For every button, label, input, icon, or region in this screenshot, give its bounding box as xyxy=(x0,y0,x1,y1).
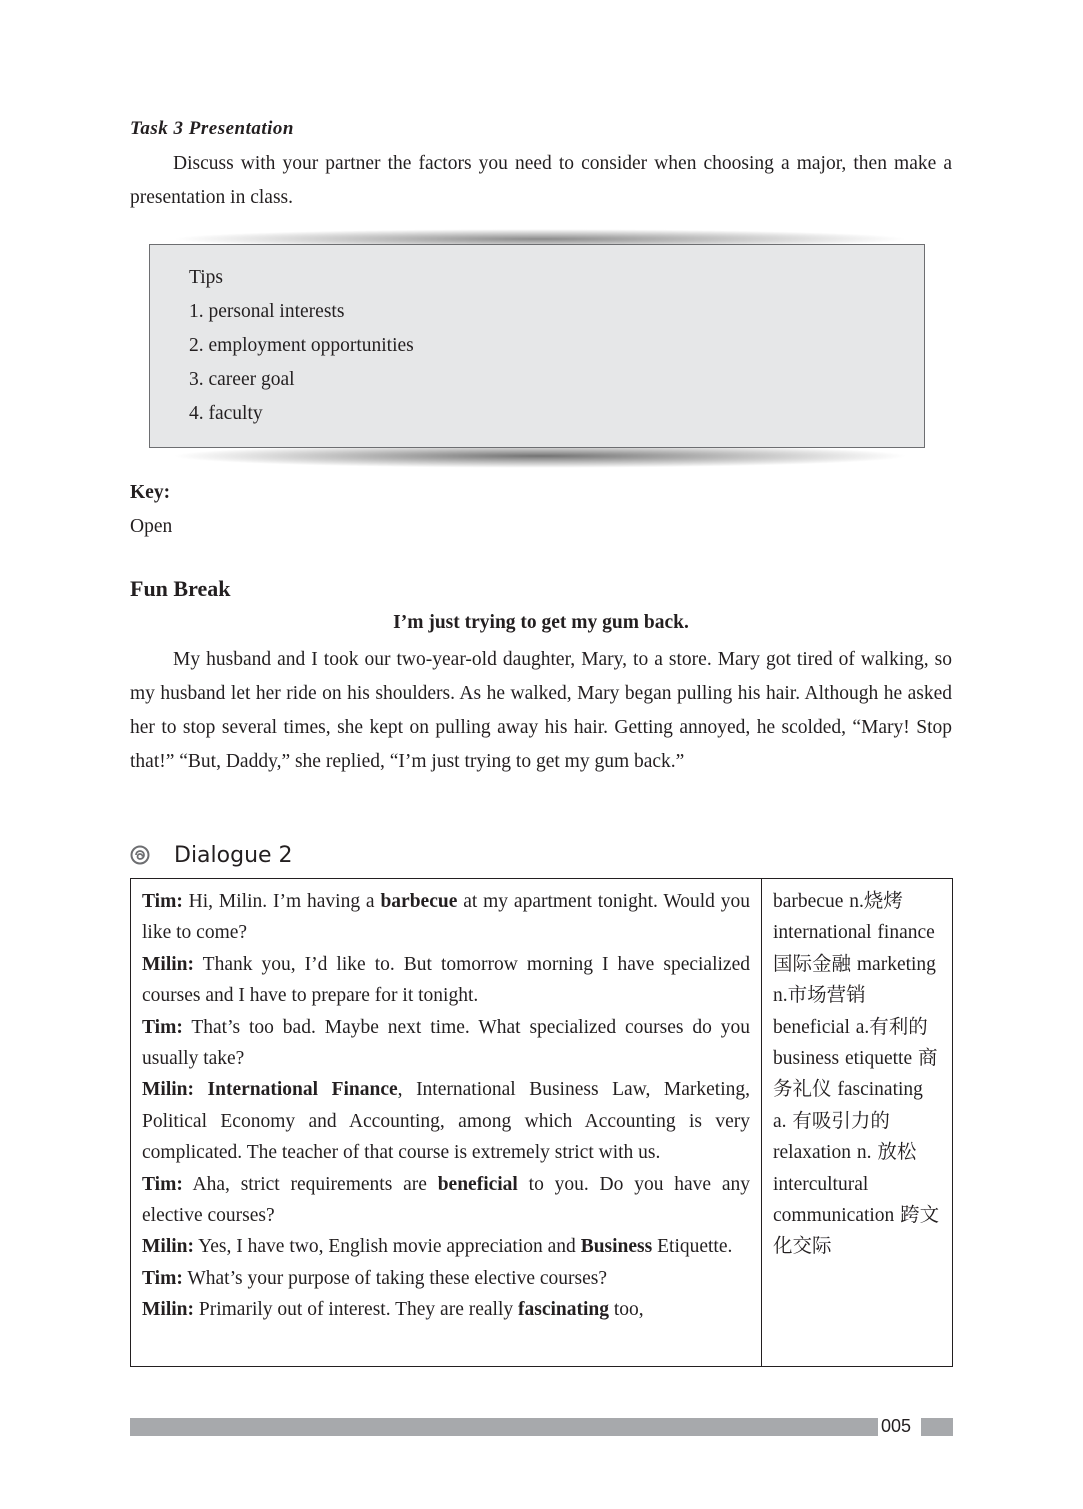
dialogue-line xyxy=(142,1169,750,1232)
tips-item: 3. career goal xyxy=(189,369,295,390)
tips-item: 2. employment opportunities xyxy=(189,335,414,356)
dialogue-line xyxy=(142,1012,750,1075)
dialogue-segment: What’s your purpose of taking these elective courses? xyxy=(182,1267,607,1289)
speaker-name: Tim: xyxy=(142,1173,183,1195)
vocabulary-column: barbecue n.烧烤 international finance 国际金融 marketing n.市场营销 beneficial a.有利的 business etiquette 商务礼仪 fascinating a. 有吸引力的 relaxation n. 放松 intercultural communication 跨文化交际 xyxy=(773,891,940,1258)
dialogue-line xyxy=(142,1074,750,1168)
dialogue-segment: , International Business Law, Marketing, Political Economy and Accounting, among which Accounting is very complicated. The teacher of that course is extremely strict with us. xyxy=(142,1079,750,1164)
dialogue-segment: That’s too bad. Maybe next time. What specialized courses do you usually take? xyxy=(142,1016,750,1070)
dialogue-line xyxy=(142,1263,750,1294)
dialogue-line xyxy=(142,886,750,949)
fun-break-heading: Fun Break xyxy=(130,576,231,601)
vocab-highlight: fascinating xyxy=(518,1299,610,1321)
footer-bar-right xyxy=(921,1418,953,1436)
key-value: Open xyxy=(130,516,173,537)
dialogue-segment: too, xyxy=(609,1299,644,1321)
dialogue-segment: Yes, I have two, English movie appreciation and xyxy=(194,1236,581,1258)
tips-title: Tips xyxy=(189,267,223,288)
key-label: Key: xyxy=(130,482,171,503)
vocab-highlight: Business xyxy=(580,1236,653,1258)
dialogue-title: Dialogue 2 xyxy=(174,842,293,868)
task-heading: Task 3 Presentation xyxy=(130,118,294,139)
dialogue-header xyxy=(130,840,293,870)
tips-item: 1. personal interests xyxy=(189,301,345,322)
spiral-icon xyxy=(130,845,150,865)
dialogue-segment: to you. Do you have any elective courses? xyxy=(142,1173,751,1227)
dialogue-text xyxy=(131,879,762,1366)
speaker-name: Milin: xyxy=(142,1236,194,1258)
dialogue-line xyxy=(142,1294,750,1325)
vocab-highlight: barbecue xyxy=(380,891,458,912)
speaker-name: Tim: xyxy=(142,891,183,912)
dialogue-line xyxy=(142,1231,750,1262)
vocab-highlight: beneficial xyxy=(437,1173,518,1195)
vocab-highlight: International Finance xyxy=(194,1079,398,1101)
tips-item: 4. faculty xyxy=(189,403,263,424)
task-instruction: Discuss with your partner the factors you need to consider when choosing a major, then make a presentation in class. xyxy=(130,153,952,208)
tips-box xyxy=(149,244,925,448)
dialogue-segment: Aha, strict requirements are xyxy=(182,1173,438,1195)
dialogue-segment: Thank you, I’d like to. But tomorrow morning I have specialized courses and I have to prepare for it tonight. xyxy=(142,953,750,1007)
dialogue-segment: Hi, Milin. I’m having a xyxy=(182,891,381,912)
dialogue-table xyxy=(130,878,953,1367)
dialogue-segment: Primarily out of interest. They are really xyxy=(194,1299,518,1321)
joke-title: I’m just trying to get my gum back. xyxy=(393,612,689,633)
speaker-name: Milin: xyxy=(142,1299,194,1321)
speaker-name: Milin: xyxy=(142,953,194,975)
speaker-name: Tim: xyxy=(142,1016,183,1038)
dialogue-line xyxy=(142,949,750,1012)
speaker-name: Tim: xyxy=(142,1267,183,1289)
footer-bar-left xyxy=(130,1418,878,1436)
joke-story: My husband and I took our two-year-old daughter, Mary, to a store. Mary got tired of walking, so my husband let her ride on his shoulders. As he walked, Mary began pulling his hair. Although he asked her to stop several times, she kept on pulling away his hair. Getting annoyed, he scolded, “Mary! Stop that!” “But, Daddy,” she replied, “I’m just trying to get my gum back.” xyxy=(130,649,952,772)
page-number: 005 xyxy=(881,1416,912,1436)
dialogue-segment: Etiquette. xyxy=(652,1236,733,1258)
dialogue-segment: at my apartment tonight. Would you like to come? xyxy=(142,891,750,944)
speaker-name: Milin: xyxy=(142,1079,194,1101)
